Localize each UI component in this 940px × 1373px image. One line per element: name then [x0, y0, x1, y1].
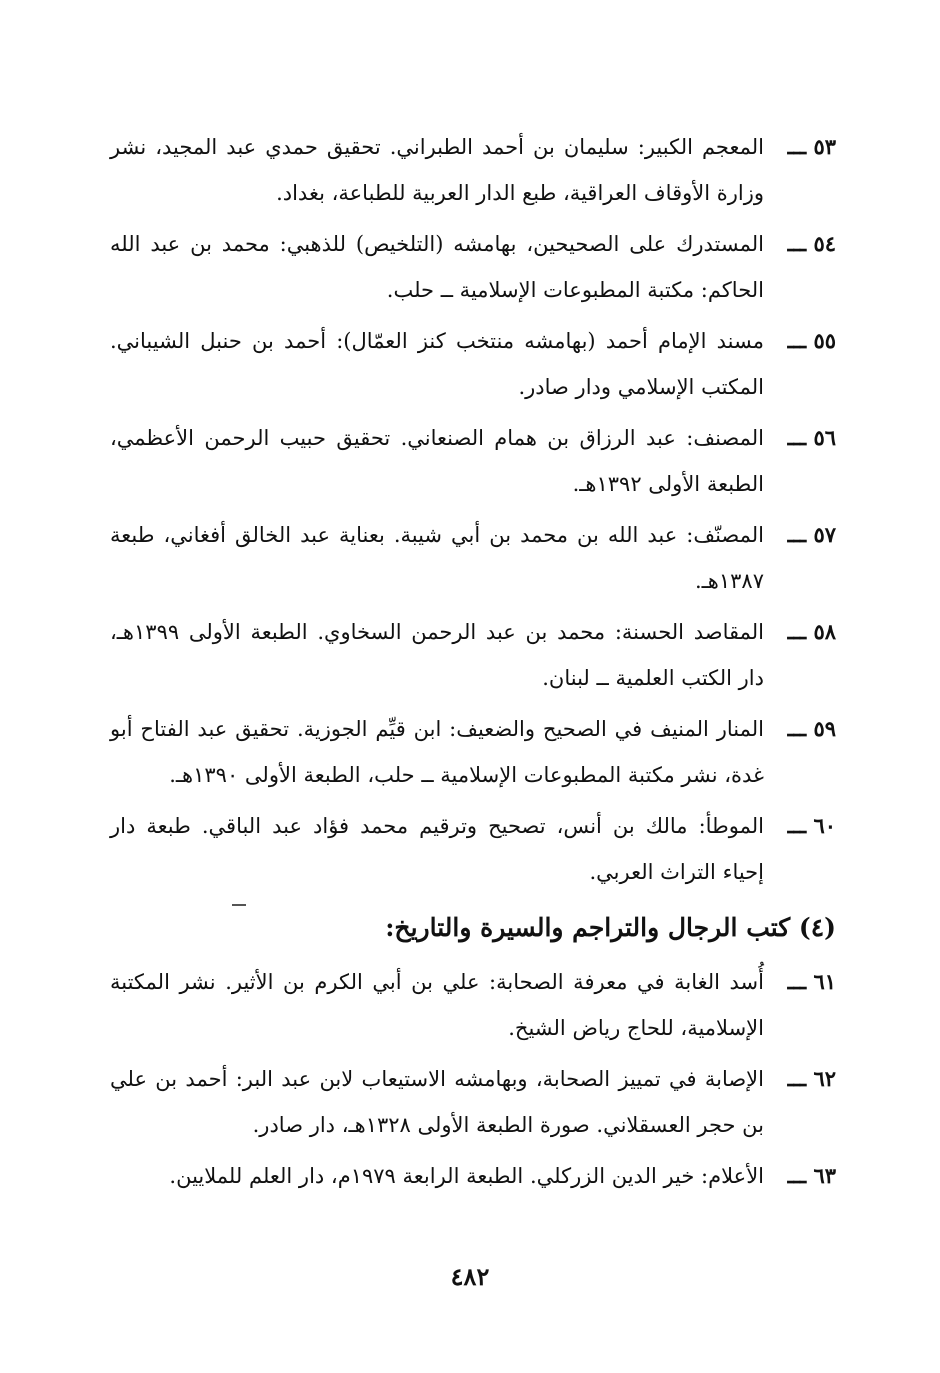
entry-number: ٥٧ ـــ: [787, 522, 836, 547]
bibliography-entry-55: [110, 318, 836, 410]
entry-text: الإصابة في تمييز الصحابة، وبهامشه الاستيعاب لابن عبد البر: أحمد بن علي بن حجر العسقلاني. صورة الطبعة الأولى ١٣٢٨هـ، دار صادر.: [110, 1067, 764, 1137]
entry-number: ٥٤ ـــ: [787, 231, 836, 256]
entry-text: المستدرك على الصحيحين، بهامشه (التلخيص) للذهبي: محمد بن عبد الله الحاكم: مكتبة المطبوعات الإسلامية ــ حلب.: [110, 232, 764, 302]
bibliography-list: [110, 124, 836, 1204]
bibliography-entry-54: [110, 221, 836, 313]
entry-number: ٥٩ ـــ: [787, 716, 836, 741]
entry-number: ٦١ ـــ: [787, 969, 836, 994]
bibliography-entry-56: [110, 415, 836, 507]
entry-text: المقاصد الحسنة: محمد بن عبد الرحمن السخاوي. الطبعة الأولى ١٣٩٩هـ، دار الكتب العلمية ــ لبنان.: [110, 620, 764, 690]
entry-number: ٥٨ ـــ: [787, 619, 836, 644]
bibliography-entry-61: [110, 959, 836, 1051]
page-number: ٤٨٢: [450, 1262, 490, 1291]
bibliography-entry-57: [110, 512, 836, 604]
section-heading: (٤) كتب الرجال والتراجم والسيرة والتاريخ:: [385, 913, 836, 942]
entry-text: مسند الإمام أحمد (بهامشه منتخب كنز العمّال): أحمد بن حنبل الشيباني. المكتب الإسلامي ودار صادر.: [110, 329, 764, 399]
bibliography-entry-62: [110, 1056, 836, 1148]
bibliography-entry-53: [110, 124, 836, 216]
stray-mark: [232, 904, 246, 906]
entry-number: ٦٢ ـــ: [787, 1066, 836, 1091]
entry-number: ٥٦ ـــ: [787, 425, 836, 450]
bibliography-entry-60: [110, 803, 836, 895]
bibliography-entry-63: [110, 1153, 836, 1199]
entry-text: أُسد الغابة في معرفة الصحابة: علي بن أبي الكرم بن الأثير. نشر المكتبة الإسلامية، للحاج رياض الشيخ.: [110, 970, 764, 1040]
entry-text: المصنّف: عبد الله بن محمد بن أبي شيبة. بعناية عبد الخالق أفغاني، طبعة ١٣٨٧هـ.: [110, 523, 764, 593]
entry-number: ٥٥ ـــ: [787, 328, 836, 353]
entry-text: المنار المنيف في الصحيح والضعيف: ابن قيِّم الجوزية. تحقيق عبد الفتاح أبو غدة، نشر مكتبة المطبوعات الإسلامية ــ حلب، الطبعة الأولى ١٣٩٠هـ.: [110, 717, 764, 787]
bibliography-entry-59: [110, 706, 836, 798]
entry-number: ٦٣ ـــ: [787, 1163, 836, 1188]
bibliography-entry-58: [110, 609, 836, 701]
entry-text: المصنف: عبد الرزاق بن همام الصنعاني. تحقيق حبيب الرحمن الأعظمي، الطبعة الأولى ١٣٩٢هـ.: [110, 426, 764, 496]
entry-number: ٦٠ ـــ: [787, 813, 836, 838]
entry-text: المعجم الكبير: سليمان بن أحمد الطبراني. تحقيق حمدي عبد المجيد، نشر وزارة الأوقاف العراقية، طبع الدار العربية للطباعة، بغداد.: [110, 135, 764, 205]
entry-text: الموطأ: مالك بن أنس، تصحيح وترقيم محمد فؤاد عبد الباقي. طبعة دار إحياء التراث العربي.: [110, 814, 764, 884]
entry-number: ٥٣ ـــ: [787, 134, 836, 159]
entry-text: الأعلام: خير الدين الزركلي. الطبعة الرابعة ١٩٧٩م، دار العلم للملايين.: [169, 1164, 764, 1188]
